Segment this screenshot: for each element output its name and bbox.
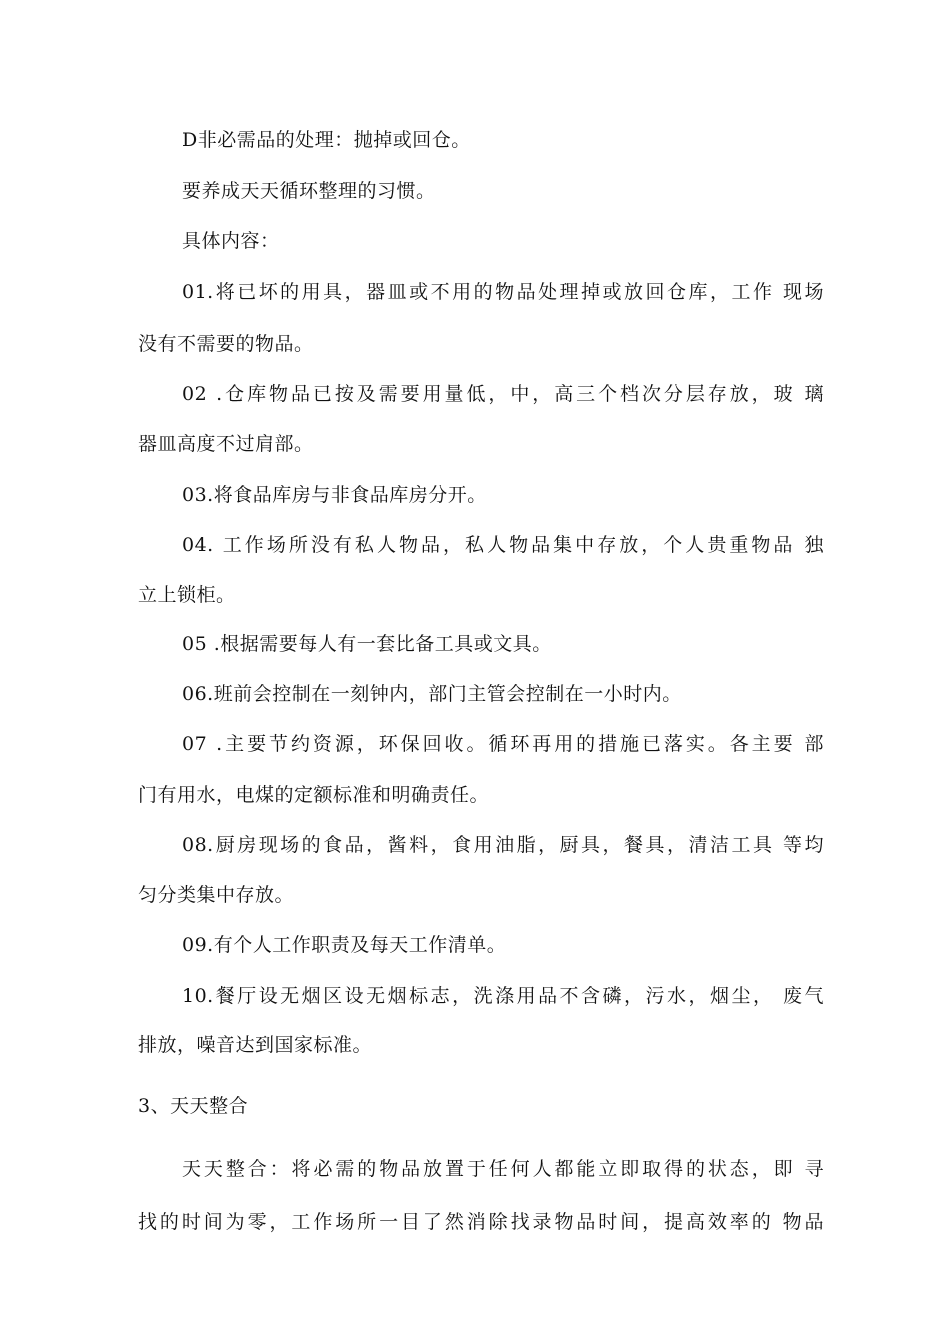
item-02-line-1: 02 .仓库物品已按及需要用量低，中，高三个档次分层存放，玻 璃 xyxy=(182,383,824,405)
item-01-line-1: 01.将已坏的用具，器皿或不用的物品处理掉或放回仓库，工作 现场 xyxy=(182,281,824,303)
section-heading: 3、天天整合 xyxy=(138,1095,249,1117)
item-05: 05 .根据需要每人有一套比备工具或文具。 xyxy=(182,633,552,655)
item-09: 09.有个人工作职责及每天工作清单。 xyxy=(182,934,507,956)
paragraph-line-1: 天天整合：将必需的物品放置于任何人都能立即取得的状态，即 寻 xyxy=(182,1158,824,1180)
item-04-line-2: 立上锁柜。 xyxy=(138,584,236,606)
item-07-line-2: 门有用水，电煤的定额标准和明确责任。 xyxy=(138,784,490,806)
text-line-habit: 要养成天天循环整理的习惯。 xyxy=(182,180,436,202)
text-line-disposal: D非必需品的处理：抛掉或回仓。 xyxy=(182,129,471,151)
item-10-line-1: 10.餐厅设无烟区设无烟标志，洗涤用品不含磷，污水，烟尘， 废气 xyxy=(182,985,824,1007)
item-06: 06.班前会控制在一刻钟内，部门主管会控制在一小时内。 xyxy=(182,683,682,705)
item-08-line-2: 匀分类集中存放。 xyxy=(138,884,295,906)
item-03: 03.将食品库房与非食品库房分开。 xyxy=(182,484,487,506)
paragraph-line-2: 找的时间为零，工作场所一目了然消除找录物品时间，提高效率的 物品 xyxy=(138,1211,824,1233)
text-line-content-heading: 具体内容： xyxy=(182,230,280,252)
item-02-line-2: 器皿高度不过肩部。 xyxy=(138,433,314,455)
item-01-line-2: 没有不需要的物品。 xyxy=(138,333,314,355)
item-04-line-1: 04. 工作场所没有私人物品，私人物品集中存放，个人贵重物品 独 xyxy=(182,534,824,556)
item-10-line-2: 排放，噪音达到国家标准。 xyxy=(138,1034,373,1056)
item-07-line-1: 07 .主要节约资源，环保回收。循环再用的措施已落实。各主要 部 xyxy=(182,733,824,755)
item-08-line-1: 08.厨房现场的食品，酱料，食用油脂，厨具，餐具，清洁工具 等均 xyxy=(182,834,824,856)
